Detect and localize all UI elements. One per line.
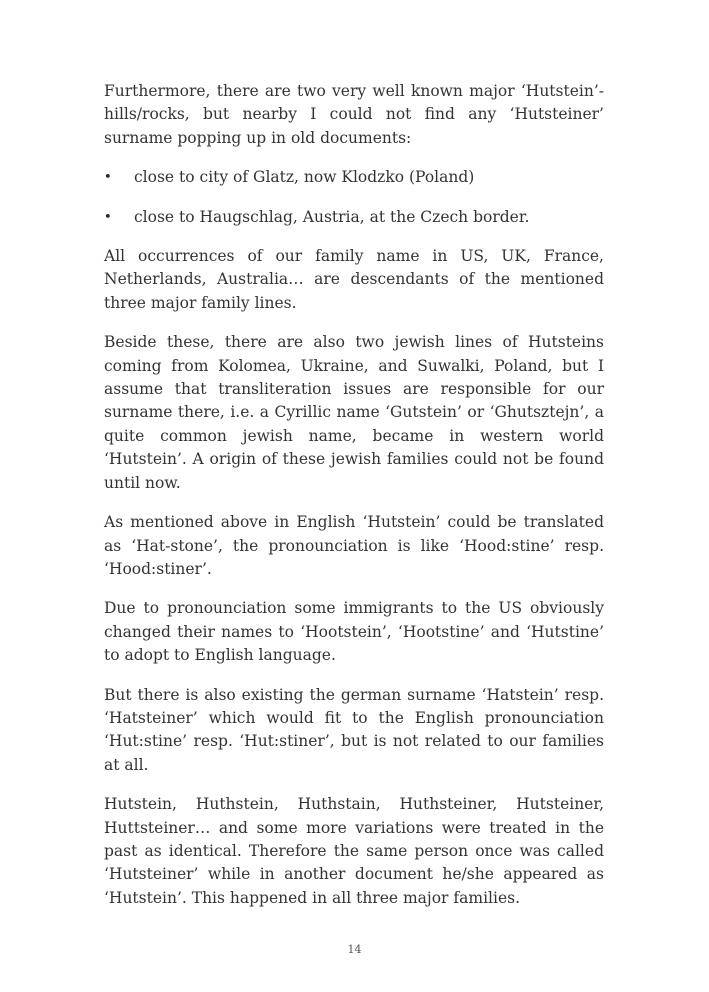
paragraph-pronounciation: Due to pronounciation some immigrants to the US obviously changed their names to ‘Hootstein’, ‘Hootstine’ and ‘Hutstine’ to adopt to English language.: [104, 599, 604, 665]
list-item-text: close to city of Glatz, now Klodzko (Poland): [134, 168, 475, 187]
list-item-text: close to Haugschlag, Austria, at the Czech border.: [134, 207, 530, 226]
list-item: [104, 166, 604, 189]
intro-paragraph: Furthermore, there are two very well known major ‘Hutstein’-hills/rocks, but nearby I could not find any ‘Hutsteiner’ surname popping up in old documents:: [104, 82, 604, 147]
paragraph-jewish-lines: Beside these, there are also two jewish lines of Hutsteins coming from Kolomea, Ukraine, and Suwalki, Poland, but I assume that transliteration issues are responsible for our surname there, i.e. a Cyrillic name ‘Gutstein’ or ‘Ghutsztejn’, a quite common jewish name, became in western world ‘Hutstein’. A origin of these jewish families could not be found until now.: [104, 333, 604, 492]
paragraph-hatstein: But there is also existing the german surname ‘Hatstein’ resp. ‘Hatsteiner’ which would fit to the English pronounciation ‘Hut:stine’ resp. ‘Hut:stiner’, but is not related to our families at all.: [104, 685, 604, 774]
bullet-icon: •: [104, 209, 112, 225]
paragraph-variations: Hutstein, Huthstein, Huthstain, Huthsteiner, Hutsteiner, Huttsteiner… and some more variations were treated in the past as identical. Therefore the same person once was called ‘Hutsteiner’ while in another document he/she appeared as ‘Hutstein’. This happened in all three major families.: [104, 795, 604, 907]
document-page: [104, 80, 604, 926]
bullet-icon: •: [104, 170, 112, 186]
paragraph-translation: As mentioned above in English ‘Hutstein’ could be translated as ‘Hat-stone’, the pronounciation is like ‘Hood:stine’ resp. ‘Hood:stiner’.: [104, 513, 604, 578]
bullet-list: [104, 166, 604, 229]
page-number: 14: [347, 943, 362, 956]
paragraph-descendants: All occurrences of our family name in US, UK, France, Netherlands, Australia… are descendants of the mentioned three major family lines.: [104, 247, 604, 312]
list-item: [104, 206, 604, 229]
